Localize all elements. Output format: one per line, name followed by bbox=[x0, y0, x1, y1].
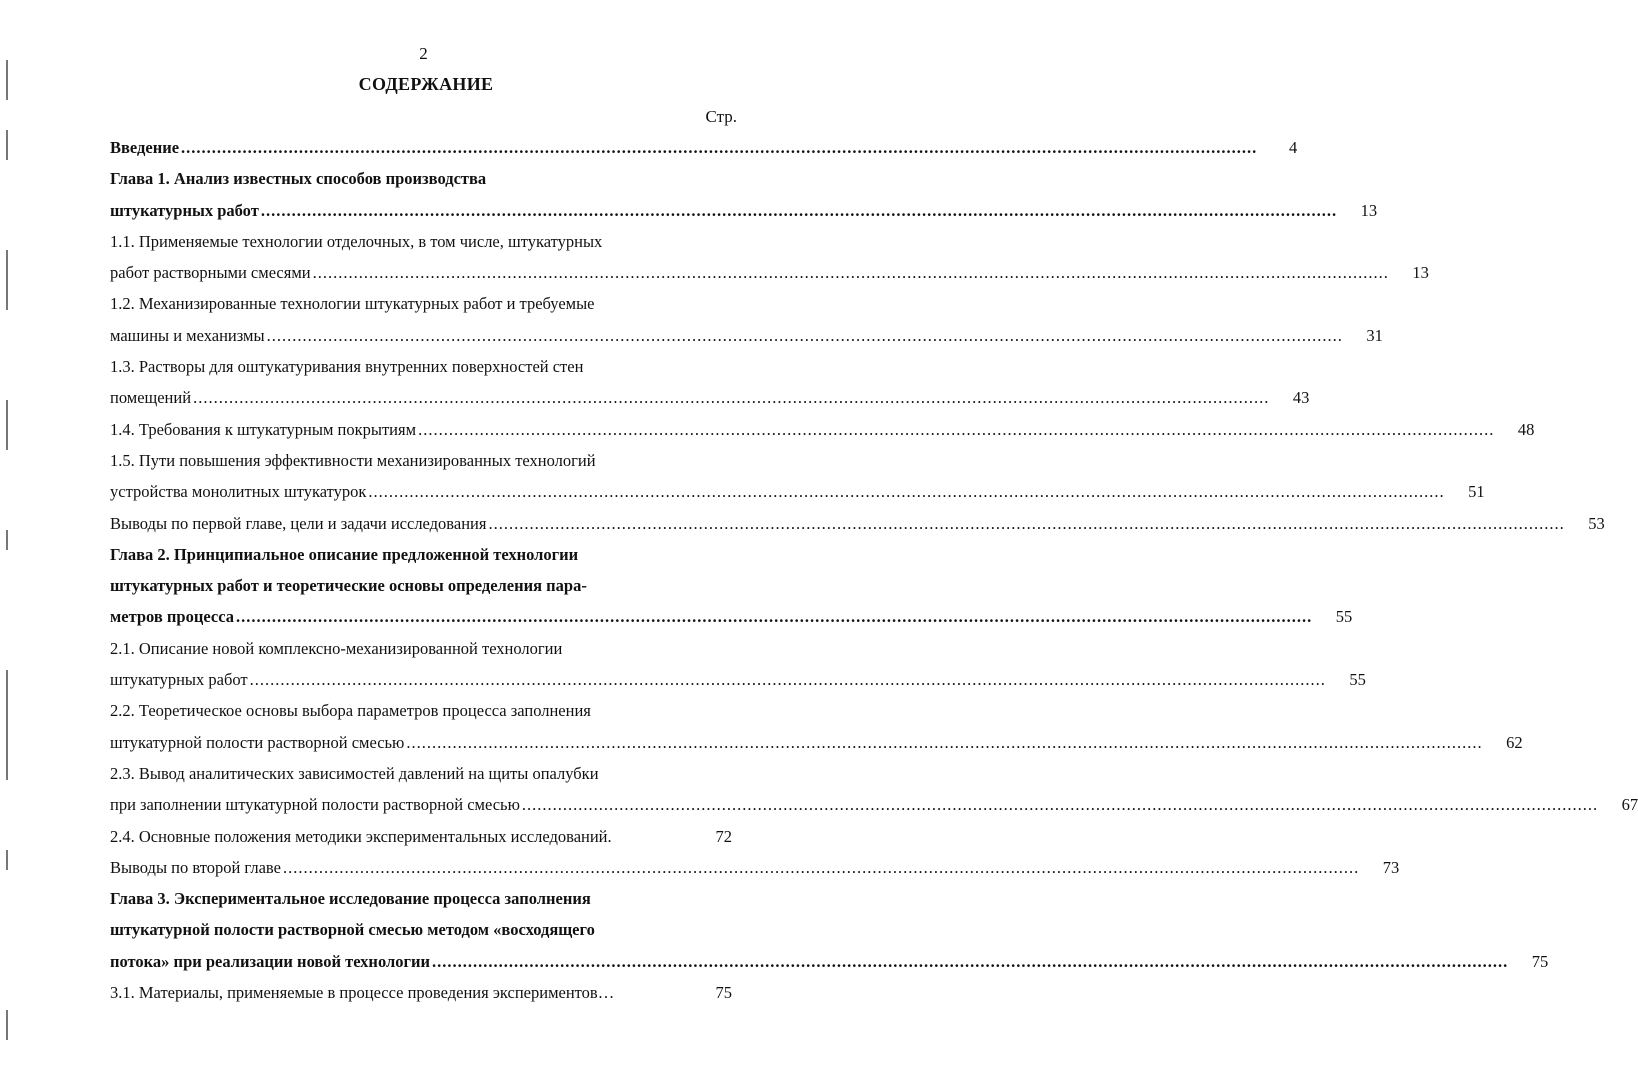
toc-entry bbox=[110, 132, 1298, 163]
toc-entry-text: 1.2. Механизированные технологии штукатурных работ и требуемые bbox=[110, 294, 595, 314]
toc-entry bbox=[110, 601, 1353, 632]
toc-entry-text: 2.1. Описание новой комплексно-механизированной технологии bbox=[110, 638, 563, 658]
toc-entry-text: штукатурных работ bbox=[110, 200, 259, 220]
toc-entry-text: штукатурных работ и теоретические основы определения пара- bbox=[110, 576, 587, 596]
toc-entry bbox=[110, 914, 732, 945]
toc-entry-text: 2.2. Теоретическое основы выбора параметров процесса заполнения bbox=[110, 701, 591, 721]
toc-entry-page: 48 bbox=[1517, 419, 1535, 439]
scan-mark bbox=[6, 850, 8, 870]
toc-entry bbox=[110, 946, 1549, 977]
toc-entry-text: 1.4. Требования к штукатурным покрытиям bbox=[110, 419, 417, 439]
toc-entry-page: 51 bbox=[1468, 482, 1485, 502]
page-column-header: Стр. bbox=[705, 107, 737, 126]
toc-entry bbox=[110, 351, 732, 382]
page-number: 2 bbox=[419, 44, 428, 63]
toc-entry bbox=[110, 414, 1535, 445]
toc-entry bbox=[110, 664, 1366, 695]
toc-entry bbox=[110, 320, 1383, 351]
toc-entry-text: 2.4. Основные положения методики экспериментальных исследований. bbox=[110, 826, 612, 846]
toc-entry bbox=[110, 727, 1523, 758]
toc-entry bbox=[110, 883, 732, 914]
scan-margin-marks bbox=[0, 0, 20, 1084]
toc-entry-page: 13 bbox=[1412, 263, 1429, 283]
toc-entry-text: 1.1. Применяемые технологии отделочных, в том числе, штукатурных bbox=[110, 231, 603, 251]
toc-entry bbox=[110, 195, 1378, 226]
toc-entry-leader bbox=[181, 132, 1257, 163]
toc-entry bbox=[110, 226, 732, 257]
scan-mark bbox=[6, 1010, 8, 1040]
toc-entry-text: помещений bbox=[110, 388, 192, 408]
toc-entry-text: потока» при реализации новой технологии bbox=[110, 951, 430, 971]
toc-entry-leader bbox=[313, 257, 1389, 288]
toc-entry-leader bbox=[418, 414, 1494, 445]
toc-entry-text: устройства монолитных штукатурок bbox=[110, 482, 367, 502]
toc-entry bbox=[110, 695, 732, 726]
toc-entry-text: при заполнении штукатурной полости растворной смесью bbox=[110, 795, 520, 815]
toc-entry-leader bbox=[236, 601, 1312, 632]
toc-entry bbox=[110, 821, 732, 852]
toc-entry bbox=[110, 977, 732, 1008]
toc-entry bbox=[110, 288, 732, 319]
toc-entry-page: 43 bbox=[1292, 388, 1310, 408]
toc-entry bbox=[110, 508, 1605, 539]
toc-entry bbox=[110, 758, 732, 789]
toc-entry-text: Введение bbox=[110, 138, 180, 157]
toc-entry bbox=[110, 789, 1638, 820]
toc-entry-text: Глава 3. Экспериментальное исследование процесса заполнения bbox=[110, 889, 591, 909]
toc-entry-page: 72 bbox=[715, 826, 732, 846]
toc-entry-page: 55 bbox=[1349, 670, 1366, 690]
toc-entry-leader bbox=[368, 476, 1444, 507]
toc-entry bbox=[110, 163, 732, 194]
toc-entry-leader bbox=[193, 382, 1269, 413]
toc-entry-page: 75 bbox=[715, 983, 732, 1003]
toc-entry-leader bbox=[488, 508, 1564, 539]
toc-entry-leader bbox=[267, 320, 1343, 351]
toc-entry-text: штукатурной полости растворной смесью методом «восходящего bbox=[110, 920, 595, 940]
table-of-contents bbox=[110, 132, 1638, 1008]
toc-entry bbox=[110, 570, 732, 601]
toc-entry-text: штукатурных работ bbox=[110, 670, 248, 690]
scan-mark bbox=[6, 250, 8, 310]
toc-entry-text: метров процесса bbox=[110, 607, 234, 627]
toc-entry-leader bbox=[261, 195, 1337, 226]
toc-entry bbox=[110, 445, 732, 476]
toc-entry-page: 4 bbox=[1289, 138, 1298, 157]
toc-entry bbox=[110, 257, 1429, 288]
toc-entry-leader bbox=[250, 664, 1326, 695]
toc-entry bbox=[110, 633, 732, 664]
toc-entry-text: штукатурной полости растворной смесью bbox=[110, 732, 405, 752]
toc-entry-text: Выводы по первой главе, цели и задачи исследования bbox=[110, 513, 487, 533]
toc-entry-page: 53 bbox=[1588, 513, 1605, 533]
toc-entry bbox=[110, 476, 1485, 507]
scan-mark bbox=[6, 130, 8, 160]
toc-entry-text: 3.1. Материалы, применяемые в процессе проведения экспериментов… bbox=[110, 983, 615, 1003]
toc-entry-text: 1.5. Пути повышения эффективности механизированных технологий bbox=[110, 450, 596, 470]
toc-entry-text: Глава 1. Анализ известных способов производства bbox=[110, 169, 487, 189]
toc-entry-text: 1.3. Растворы для оштукатуривания внутренних поверхностей стен bbox=[110, 357, 584, 377]
scan-mark bbox=[6, 530, 8, 550]
toc-entry-leader bbox=[406, 727, 1482, 758]
toc-entry-leader bbox=[522, 789, 1598, 820]
toc-entry-text: 2.3. Вывод аналитических зависимостей давлений на щиты опалубки bbox=[110, 763, 599, 783]
toc-entry-page: 75 bbox=[1531, 951, 1549, 971]
toc-entry bbox=[110, 382, 1310, 413]
toc-entry-page: 13 bbox=[1360, 200, 1378, 220]
toc-entry-page: 73 bbox=[1382, 857, 1400, 877]
toc-entry-text: машины и механизмы bbox=[110, 325, 265, 345]
toc-entry-page: 55 bbox=[1335, 607, 1353, 627]
toc-entry bbox=[110, 852, 1400, 883]
toc-entry-text: работ растворными смесями bbox=[110, 263, 311, 283]
scan-mark bbox=[6, 400, 8, 450]
toc-entry-page: 62 bbox=[1506, 732, 1523, 752]
scan-mark bbox=[6, 670, 8, 780]
toc-entry-page: 67 bbox=[1621, 795, 1638, 815]
page-title: СОДЕРЖАНИЕ bbox=[358, 74, 494, 94]
toc-entry-text: Глава 2. Принципиальное описание предложенной технологии bbox=[110, 544, 579, 564]
toc-entry-page: 31 bbox=[1366, 325, 1383, 345]
toc-entry bbox=[110, 539, 732, 570]
toc-entry-leader bbox=[432, 946, 1508, 977]
toc-entry-leader bbox=[283, 852, 1359, 883]
toc-entry-text: Выводы по второй главе bbox=[110, 857, 281, 877]
